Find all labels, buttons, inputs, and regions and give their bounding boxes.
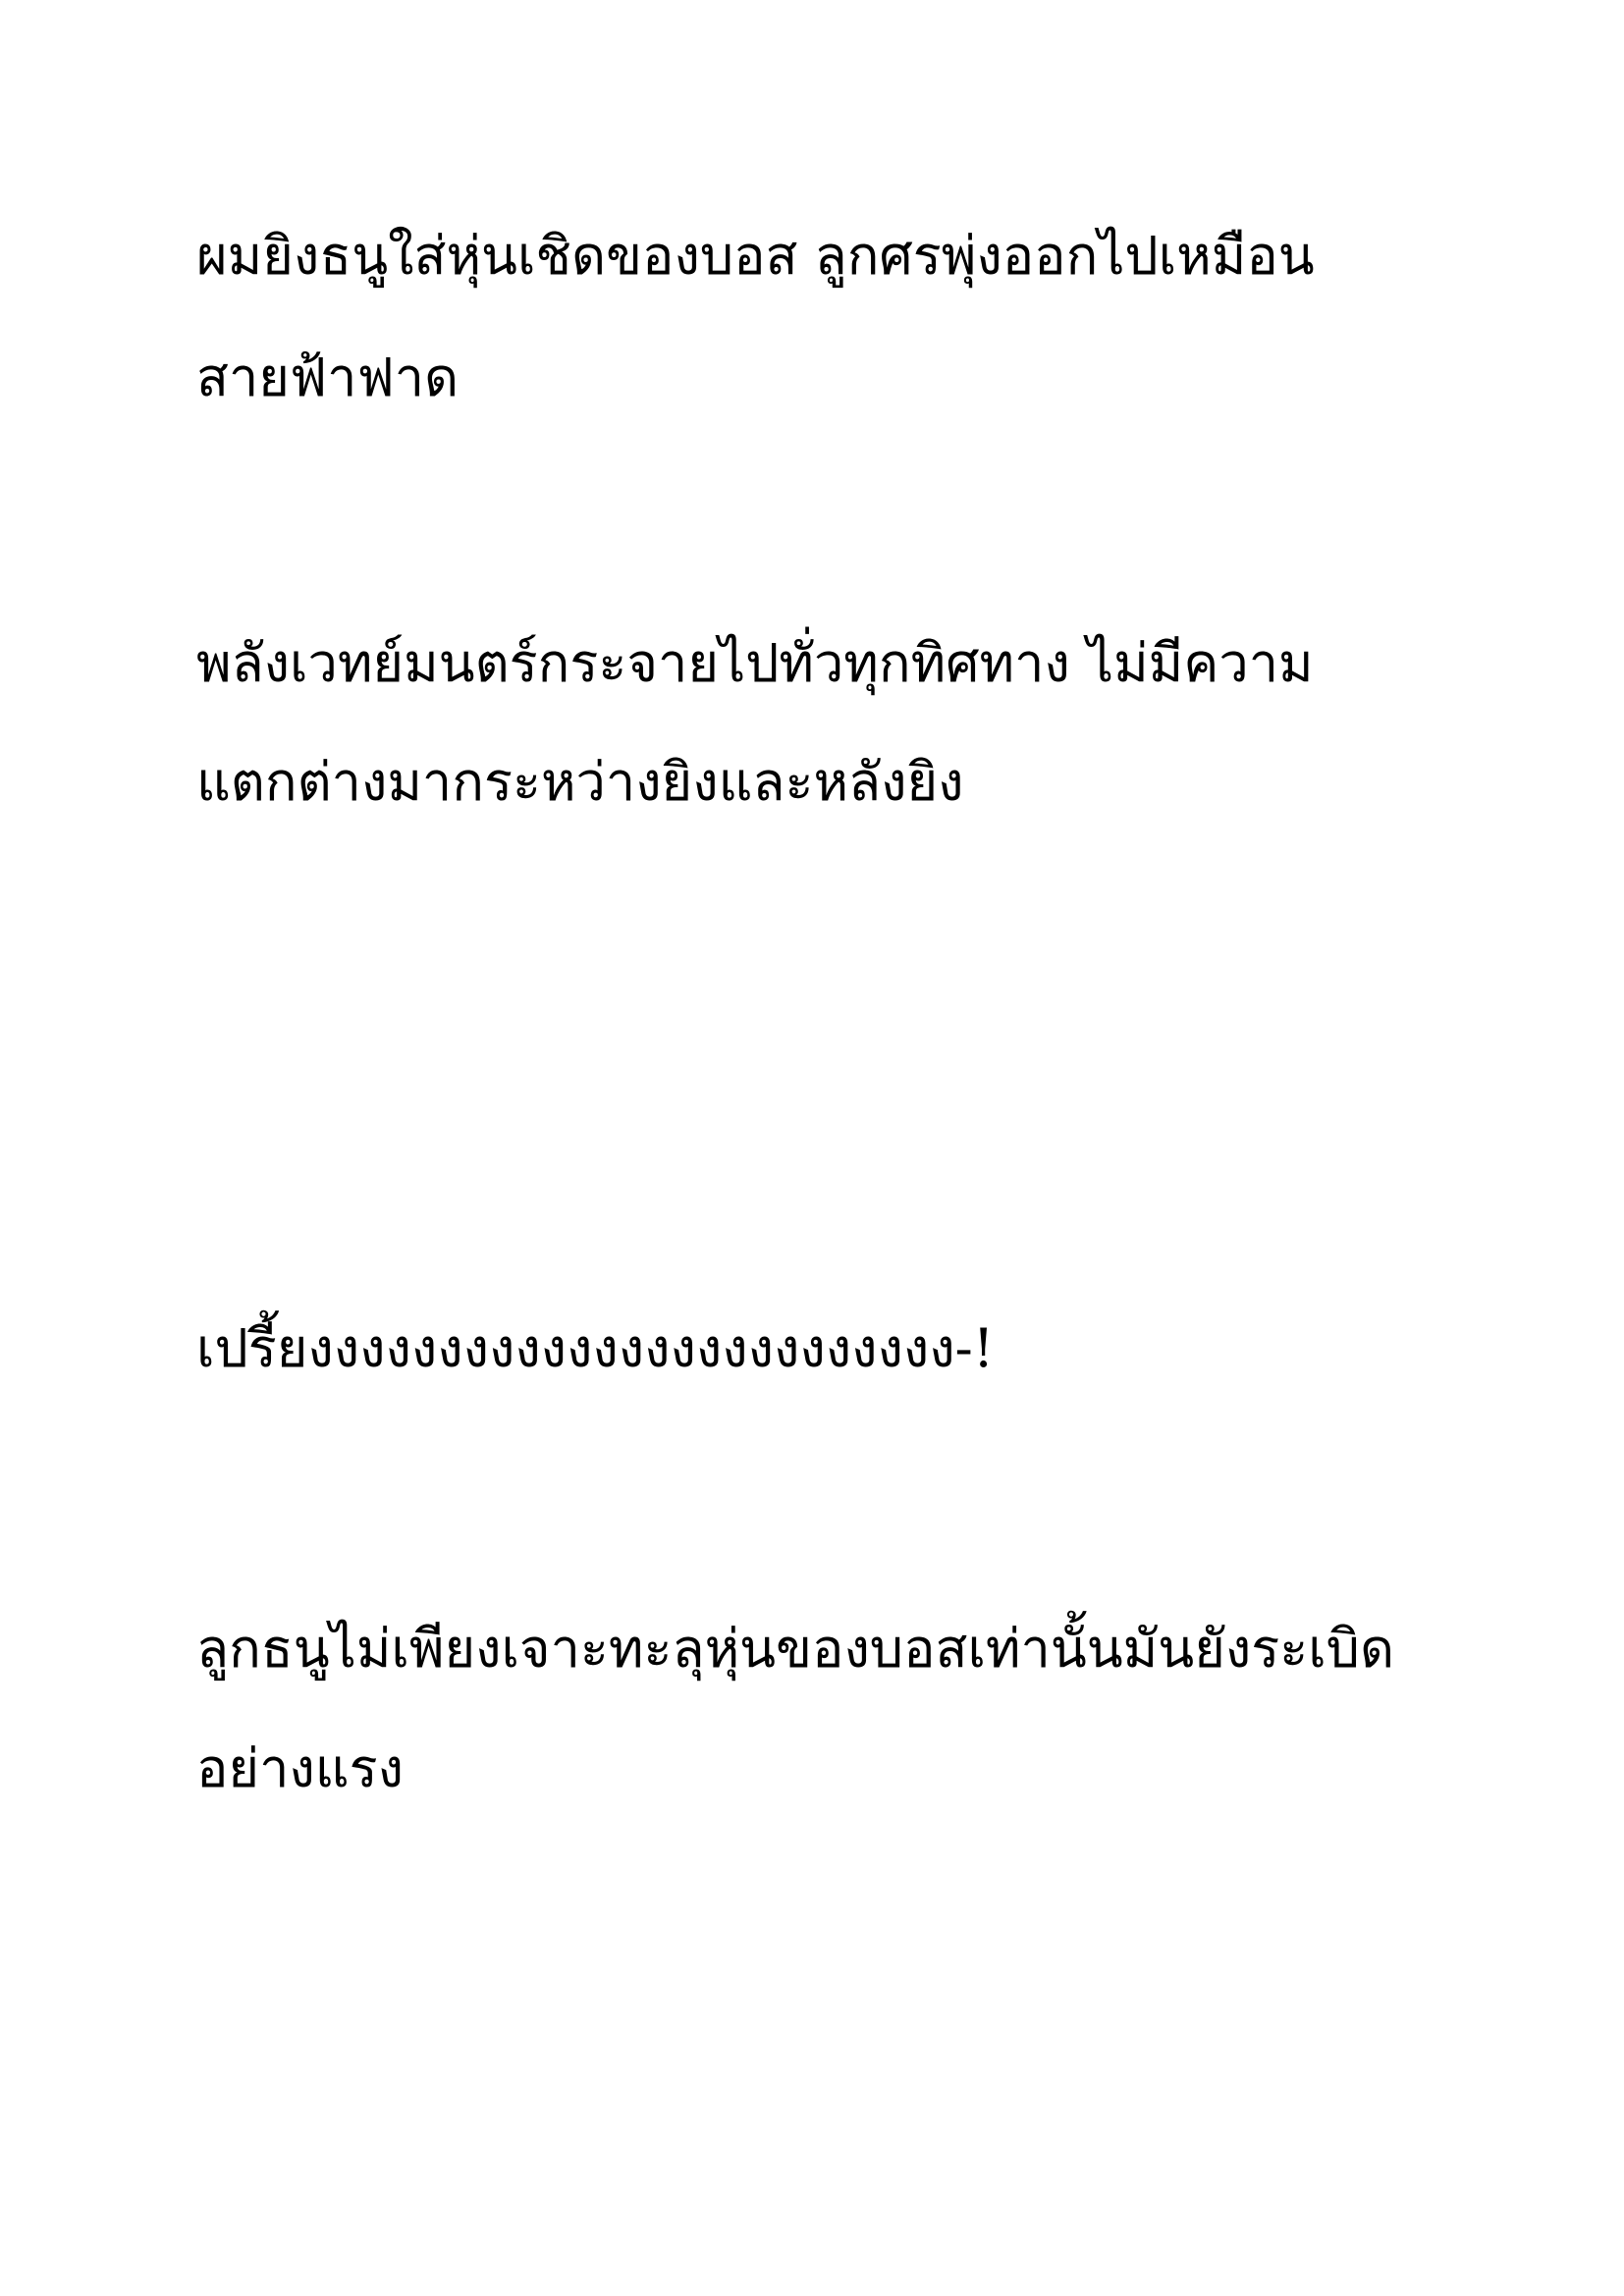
paragraph-1-line-1: ผมยิงธนูใส่หุ่นเชิดของบอส ลูกศรพุ่งออกไปเหมือน xyxy=(196,225,1315,287)
paragraph-4-line-2: อย่างแรง xyxy=(196,1737,404,1799)
paragraph-2-line-2: แตกต่างมากระหว่างยิงและหลังยิง xyxy=(196,751,964,813)
paragraph-4-line-1: ลูกธนูไม่เพียงเจาะทะลุหุ่นของบอสเท่านั้นมันยังระเบิด xyxy=(196,1618,1395,1680)
paragraph-2-line-1: พลังเวทย์มนตร์กระจายไปทั่วทุกทิศทาง ไม่มีความ xyxy=(196,632,1314,694)
paragraph-3-line-1: เปรี้ยงงงงงงงงงงงงงงงงงงงงงงงงง-! xyxy=(196,1317,995,1379)
paragraph-1-line-2: สายฟ้าฟาด xyxy=(196,347,460,408)
